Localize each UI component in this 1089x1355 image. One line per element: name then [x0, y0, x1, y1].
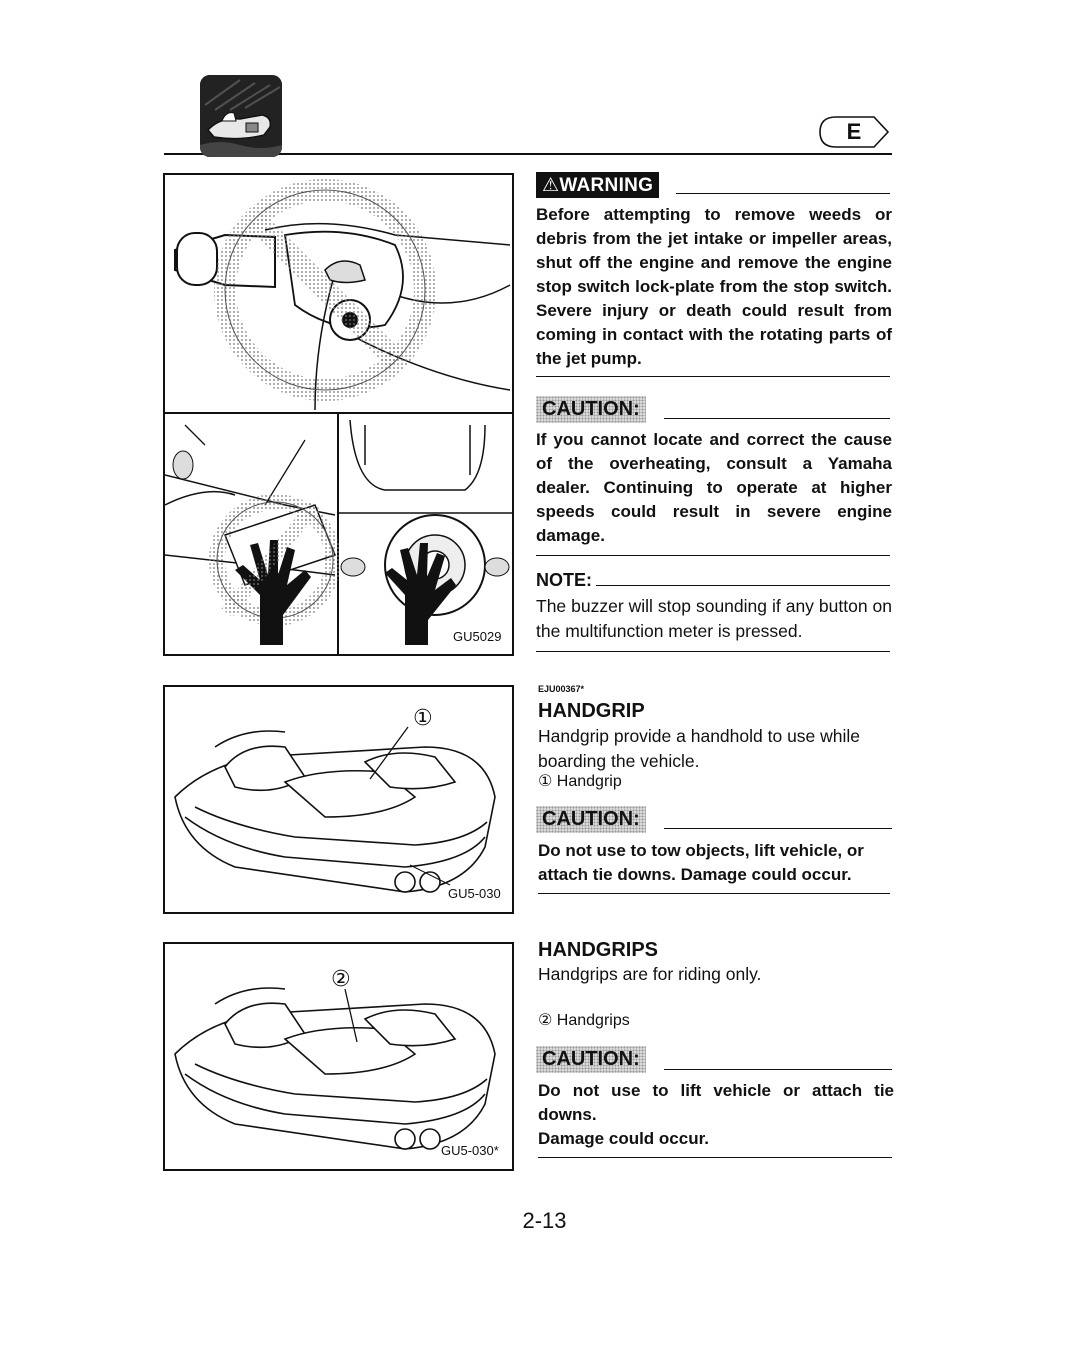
handgrip-title: HANDGRIP — [538, 700, 645, 722]
warning-heading-rule — [676, 193, 890, 194]
handgrip-text: Handgrip provide a handhold to use while boarding the vehicle. — [538, 726, 861, 771]
figure-handgrip — [163, 685, 514, 914]
intake-illustration-right — [338, 420, 512, 645]
handgrip-legend: ① Handgrip — [538, 773, 622, 790]
caution3-text-line1: Do not use to lift vehicle or attach tie downs. — [538, 1081, 894, 1124]
handgrips-text: Handgrips are for riding only. — [538, 964, 762, 984]
caution2-end-rule — [538, 893, 890, 894]
handgrips-legend: ② Handgrips — [538, 1012, 630, 1029]
caution-badge-2: CAUTION: — [536, 806, 646, 833]
handgrip-callout-1: ① — [413, 705, 433, 730]
figure1-label: GU5029 — [453, 629, 502, 644]
note-heading-rule — [596, 585, 890, 586]
warning-badge: ⚠WARNING — [536, 172, 659, 198]
caution3-text-line2: Damage could occur. — [538, 1129, 709, 1148]
caution-badge-1: CAUTION: — [536, 396, 646, 423]
handgrips-title: HANDGRIPS — [538, 939, 659, 961]
handgrips-callout-2: ② — [331, 966, 351, 991]
intake-illustration-left — [165, 425, 335, 645]
note-text: The buzzer will stop sounding if any button on the multifunction meter is pressed. — [536, 596, 892, 641]
warning-text: Before attempting to remove weeds or debris from the jet intake or impeller areas, shut off the engine and remove the engine stop switch lock-plate from the stop switch. Severe injury or death could result from coming in contact with the rotating parts of the jet pump. — [536, 205, 892, 368]
watercraft-illustration-2 — [175, 988, 495, 1149]
caution2-heading-rule — [664, 828, 892, 829]
section-code: EJU00367* — [538, 684, 585, 694]
caution-badge-3: CAUTION: — [536, 1046, 646, 1073]
caution3-heading-rule — [664, 1069, 892, 1070]
stop-switch-illustration — [175, 190, 510, 410]
caution1-heading-rule — [664, 418, 890, 419]
figure2-label: GU5-030 — [448, 886, 501, 901]
figure-stop-switch-intake — [163, 173, 514, 656]
page-number: 2-13 — [522, 1208, 567, 1233]
note-label: NOTE: — [536, 570, 592, 590]
caution2-text: Do not use to tow objects, lift vehicle, or attach tie downs. Damage could occur. — [538, 841, 864, 884]
figure-handgrips — [163, 942, 514, 1171]
caution1-text: If you cannot locate and correct the cause of the overheating, consult a Yamaha dealer. Continuing to operate at higher speeds could result in severe engine damage. — [536, 430, 892, 545]
watercraft-illustration-1 — [175, 731, 495, 892]
caution1-end-rule — [536, 555, 890, 556]
jet-ski-logo-icon — [200, 75, 282, 157]
caution3-end-rule — [538, 1157, 892, 1158]
note-end-rule — [536, 651, 890, 652]
figure3-label: GU5-030* — [441, 1143, 499, 1158]
warning-end-rule — [536, 376, 890, 377]
language-letter: E — [846, 119, 862, 144]
language-badge — [818, 115, 890, 149]
